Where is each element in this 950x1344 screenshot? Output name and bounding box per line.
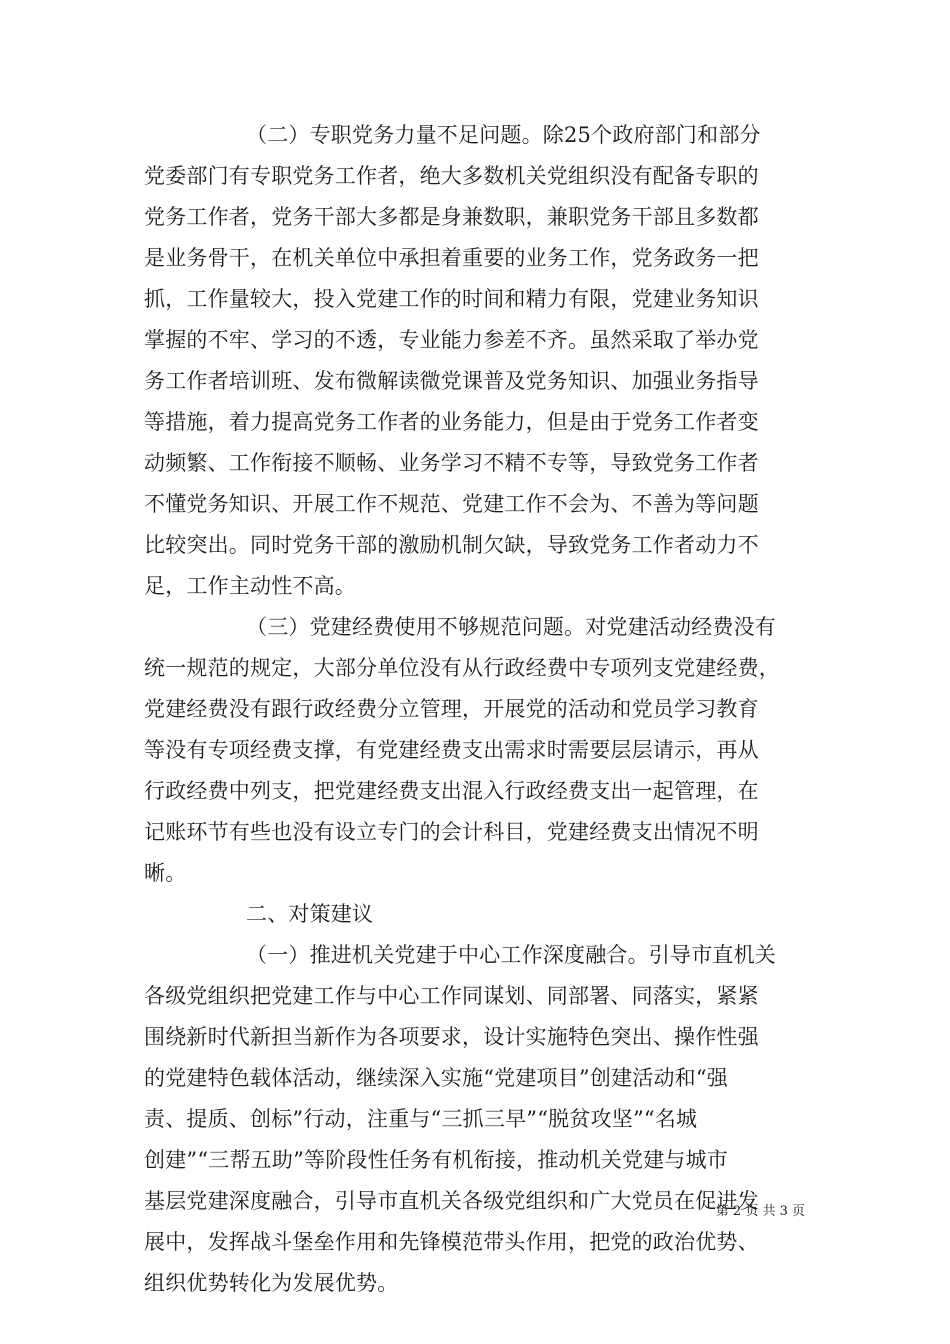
paragraph-2-line-12: 足，工作主动性不高。 — [144, 574, 356, 598]
paragraph-4-line-6: 创建”“三帮五助”等阶段性任务有机衔接，推动机关党建与城市 — [144, 1148, 729, 1172]
paragraph-3-line-2: 统一规范的规定，大部分单位没有从行政经费中专项列支党建经费， — [144, 656, 780, 680]
paragraph-4-line-8: 展中，发挥战斗堡垒作用和先锋模范带头作用，把党的政治优势、 — [144, 1230, 759, 1254]
paragraph-3-line-6: 记账环节有些也没有设立专门的会计科目，党建经费支出情况不明 — [144, 820, 759, 844]
paragraph-3-line-5: 行政经费中列支，把党建经费支出混入行政经费支出一起管理，在 — [144, 779, 759, 803]
section-heading: 二、对策建议 — [246, 902, 374, 926]
paragraph-4-line-3: 围绕新时代新担当新作为各项要求，设计实施特色突出、操作性强 — [144, 1025, 759, 1049]
paragraph-2-line-4: 是业务骨干，在机关单位中承担着重要的业务工作，党务政务一把 — [144, 246, 759, 270]
paragraph-2-line-8: 等措施，着力提高党务工作者的业务能力，但是由于党务工作者变 — [144, 410, 759, 434]
paragraph-4-line-1: （一）推进机关党建于中心工作深度融合。引导市直机关 — [246, 943, 776, 967]
paragraph-2-line-1: （二）专职党务力量不足问题。除25个政府部门和部分 — [246, 123, 761, 147]
paragraph-2-line-5: 抓，工作量较大，投入党建工作的时间和精力有限，党建业务知识 — [144, 287, 759, 311]
paragraph-4-line-9: 组织优势转化为发展优势。 — [144, 1271, 399, 1295]
paragraph-4-line-5: 责、提质、创标”行动，注重与“三抓三早”“脱贫攻坚”“名城 — [144, 1107, 698, 1131]
paragraph-4-line-2: 各级党组织把党建工作与中心工作同谋划、同部署、同落实，紧紧 — [144, 984, 759, 1008]
paragraph-2-line-11: 比较突出。同时党务干部的激励机制欠缺，导致党务工作者动力不 — [144, 533, 759, 557]
page-number-footer: 第 2 页 共 3 页 — [715, 1204, 805, 1219]
paragraph-3-line-3: 党建经费没有跟行政经费分立管理，开展党的活动和党员学习教育 — [144, 697, 759, 721]
paragraph-3-line-4: 等没有专项经费支撑，有党建经费支出需求时需要层层请示，再从 — [144, 738, 759, 762]
paragraph-2-line-2: 党委部门有专职党务工作者，绝大多数机关党组织没有配备专职的 — [144, 164, 759, 188]
paragraph-2-line-7: 务工作者培训班、发布微解读微党课普及党务知识、加强业务指导 — [144, 369, 759, 393]
paragraph-2-line-3: 党务工作者，党务干部大多都是身兼数职，兼职党务干部且多数都 — [144, 205, 759, 229]
paragraph-4-line-7: 基层党建深度融合，引导市直机关各级党组织和广大党员在促进发 — [144, 1189, 759, 1213]
paragraph-2-line-6: 掌握的不牢、学习的不透，专业能力参差不齐。虽然采取了举办党 — [144, 328, 759, 352]
paragraph-3-line-7: 晰。 — [144, 861, 187, 885]
paragraph-4-line-4: 的党建特色载体活动，继续深入实施“党建项目”创建活动和“强 — [144, 1066, 729, 1090]
paragraph-3-line-1: （三）党建经费使用不够规范问题。对党建活动经费没有 — [246, 615, 776, 639]
paragraph-2-line-10: 不懂党务知识、开展工作不规范、党建工作不会为、不善为等问题 — [144, 492, 759, 516]
paragraph-2-line-9: 动频繁、工作衔接不顺畅、业务学习不精不专等，导致党务工作者 — [144, 451, 759, 475]
